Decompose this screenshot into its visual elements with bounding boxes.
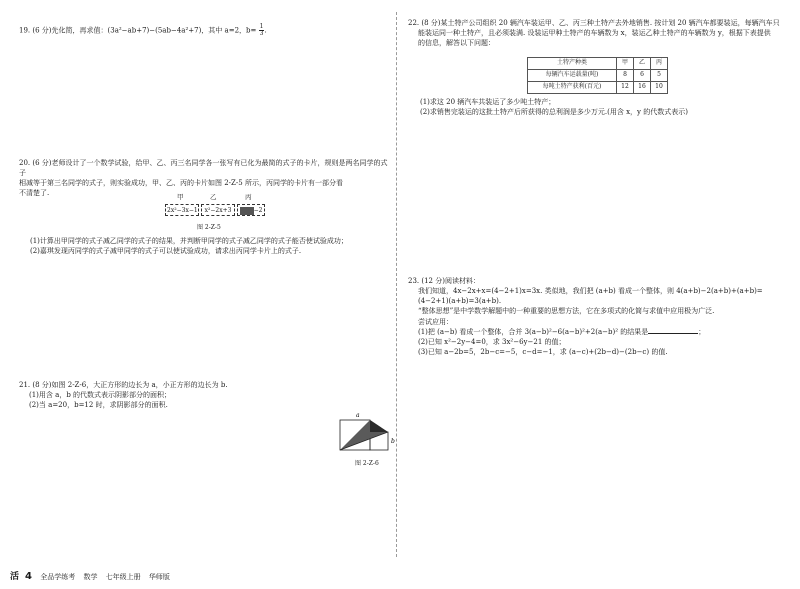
q20-line3: 不清楚了. [19,189,50,198]
q19-frac-den: 3 [259,30,264,37]
question-23 [408,276,788,357]
q22-line1-text: 某土特产公司组织 20 辆汽车装运甲、乙、丙三种土特产去外地销售. 按计划 20 辆汽车都要装运，每辆汽车只 [440,19,780,27]
q21-body: 如图 2-Z-6，大正方形的边长为 a，小正方形的边长为 b. [51,381,228,389]
table-header-cell: 乙 [634,58,651,70]
q23-sub1-text: (1)把 (a−b) 看成一个整体，合并 3(a−b)²−6(a−b)²+2(a−b)² 的结果是 [418,327,649,336]
q23-line4: 尝试应用： [418,317,453,326]
page-prefix: 活 [10,572,20,582]
q23-sub3: (3)已知 a−2b=5，2b−c=−5，c−d=−1，求 (a−c)+(2b−d)−(2b−c) 的值. [418,347,668,356]
q20-line1-text: 老师设计了一个数学试验，给甲、乙、丙三名同学各一张写有已化为最简的式子的卡片，规则是两名同学的式子 [19,159,388,178]
q22-line1 [408,18,788,28]
q22-line3: 的信息，解答以下问题： [418,39,495,48]
page-num: 4 [25,571,32,582]
question-21 [19,380,389,410]
q20-line1 [19,158,389,178]
table-cell: 16 [634,82,651,94]
q21-score: (8 分) [32,381,52,389]
table-cell: 8 [617,70,634,82]
table-cell: 5 [651,70,668,82]
q22-sub1: (1)求这 20 辆汽车共装运了多少吨土特产； [420,98,556,106]
answer-blank[interactable] [648,333,698,334]
table-header-cell: 丙 [651,58,668,70]
footer-edition: 华师版 [148,573,170,581]
table-row [528,82,668,94]
q20-subquestions [30,236,390,256]
table-cell: 10 [651,82,668,94]
q23-sub1: (1)把 (a−b) 看成一个整体，合并 3(a−b)²−6(a−b)²+2(a−b)² 的结果是 ； [418,327,706,336]
table-cell: 6 [634,70,651,82]
q23-title-text: 阅读材料： [444,277,480,285]
card-jia [165,204,199,216]
q19-number: 19. [19,26,31,35]
q19-tail: . [264,26,267,35]
q21-number: 21. [19,381,31,389]
table-cell: 每辆汽车运载量(吨) [528,70,617,82]
question-19 [19,24,389,37]
q20-sub2: (2)嘉琪发现丙同学的式子减甲同学的式子可以使试验成功，请求出丙同学卡片上的式子. [30,247,302,256]
fig-2-z-6-squares [338,410,400,458]
q22-number: 22. [408,19,420,27]
q22-sub2: (2)求销售完装运的这批土特产后所获得的总利润是多少万元.(用含 x，y 的代数式表示) [420,108,688,117]
card-bing [237,204,265,216]
q22-line2: 能装运同一种土特产，且必须装满. 设装运甲种土特产的车辆数为 x，装运乙种土特产的车辆数为 y，根据下表提供 [418,29,771,38]
q21-line1 [19,380,389,390]
fig-2-z-5-caption: 图 2-Z-5 [197,224,221,231]
q20-number: 20. [19,159,31,167]
q19-frac-num: 1 [259,23,264,30]
q20-sub1: (1)计算出甲同学的式子减乙同学的式子的结果，并判断甲同学的式子减乙同学的式子能否使试验成功； [30,237,348,245]
q23-title [408,276,788,286]
q21-sub1: (1)用含 a，b 的代数式表示阴影部分的面积； [29,391,172,400]
table-cell: 每吨土特产获利(百元) [528,82,617,94]
q22-subquestions [420,97,790,117]
q19-score: (6 分) [32,26,52,35]
column-divider [396,12,397,557]
card-yi [201,204,235,216]
footer-series: 全品学练考 [40,573,76,581]
q21-sub2: (2)当 a=20，b=12 时，求阴影部分的面积. [29,401,168,410]
q23-score: (12 分) [421,277,445,285]
table-header-cell: 甲 [617,58,634,70]
card-label-bing: 丙 [245,193,252,201]
q23-line3: “整体思想”是中学数学解题中的一种重要的思想方法，它在多项式的化简与求值中应用极为广泛. [418,307,715,316]
q23-number: 23. [408,277,420,285]
shaded-region-2 [370,420,388,432]
card-label-yi: 乙 [210,193,217,201]
card-bing-expr: −2 [253,207,263,214]
footer-grade: 七年级上册 [105,573,141,581]
page-number [10,572,32,582]
card-yi-expr: x²−2x+3 [204,207,232,214]
q22-score: (8 分) [421,19,441,27]
fig-2-z-6-caption: 图 2-Z-6 [355,460,379,467]
q19-text [19,24,389,37]
q20-cards-figure [165,193,265,217]
page-footer [10,570,176,585]
q19-body: 先化简，再求值：(3a²−ab+7)−(5ab−4a²+7)，其中 a=2，b= [51,26,257,35]
fig-label-b: b [391,438,395,445]
q22-data-table [527,57,668,94]
fig-label-a: a [356,412,360,419]
q23-sub2: (2)已知 x²−2y−4=0，求 3x²−6y−21 的值； [418,337,566,346]
q20-line2: 相减等于第三名同学的式子，则实验成功，甲、乙、丙的卡片如图 2-Z-5 所示，丙同学的卡片有一部分看 [19,179,343,188]
q20-score: (6 分) [32,159,52,167]
table-header-row [528,58,668,70]
table-cell: 12 [617,82,634,94]
table-row [528,70,668,82]
card-jia-expr: 2x²−3x−1 [167,207,198,214]
q23-line2: (4−2+1)(a+b)=3(a+b). [418,297,502,306]
table-header-cell: 土特产种类 [528,58,617,70]
card-label-jia: 甲 [177,193,184,201]
question-22 [408,18,788,48]
left-column [0,0,395,560]
obscured-area [240,207,254,215]
q23-line1: 我们知道，4x−2x+x=(4−2+1)x=3x. 类似地，我们把 (a+b) 看成一个整体，则 4(a+b)−2(a+b)+(a+b)= [418,287,763,296]
footer-subject: 数学 [83,573,98,581]
